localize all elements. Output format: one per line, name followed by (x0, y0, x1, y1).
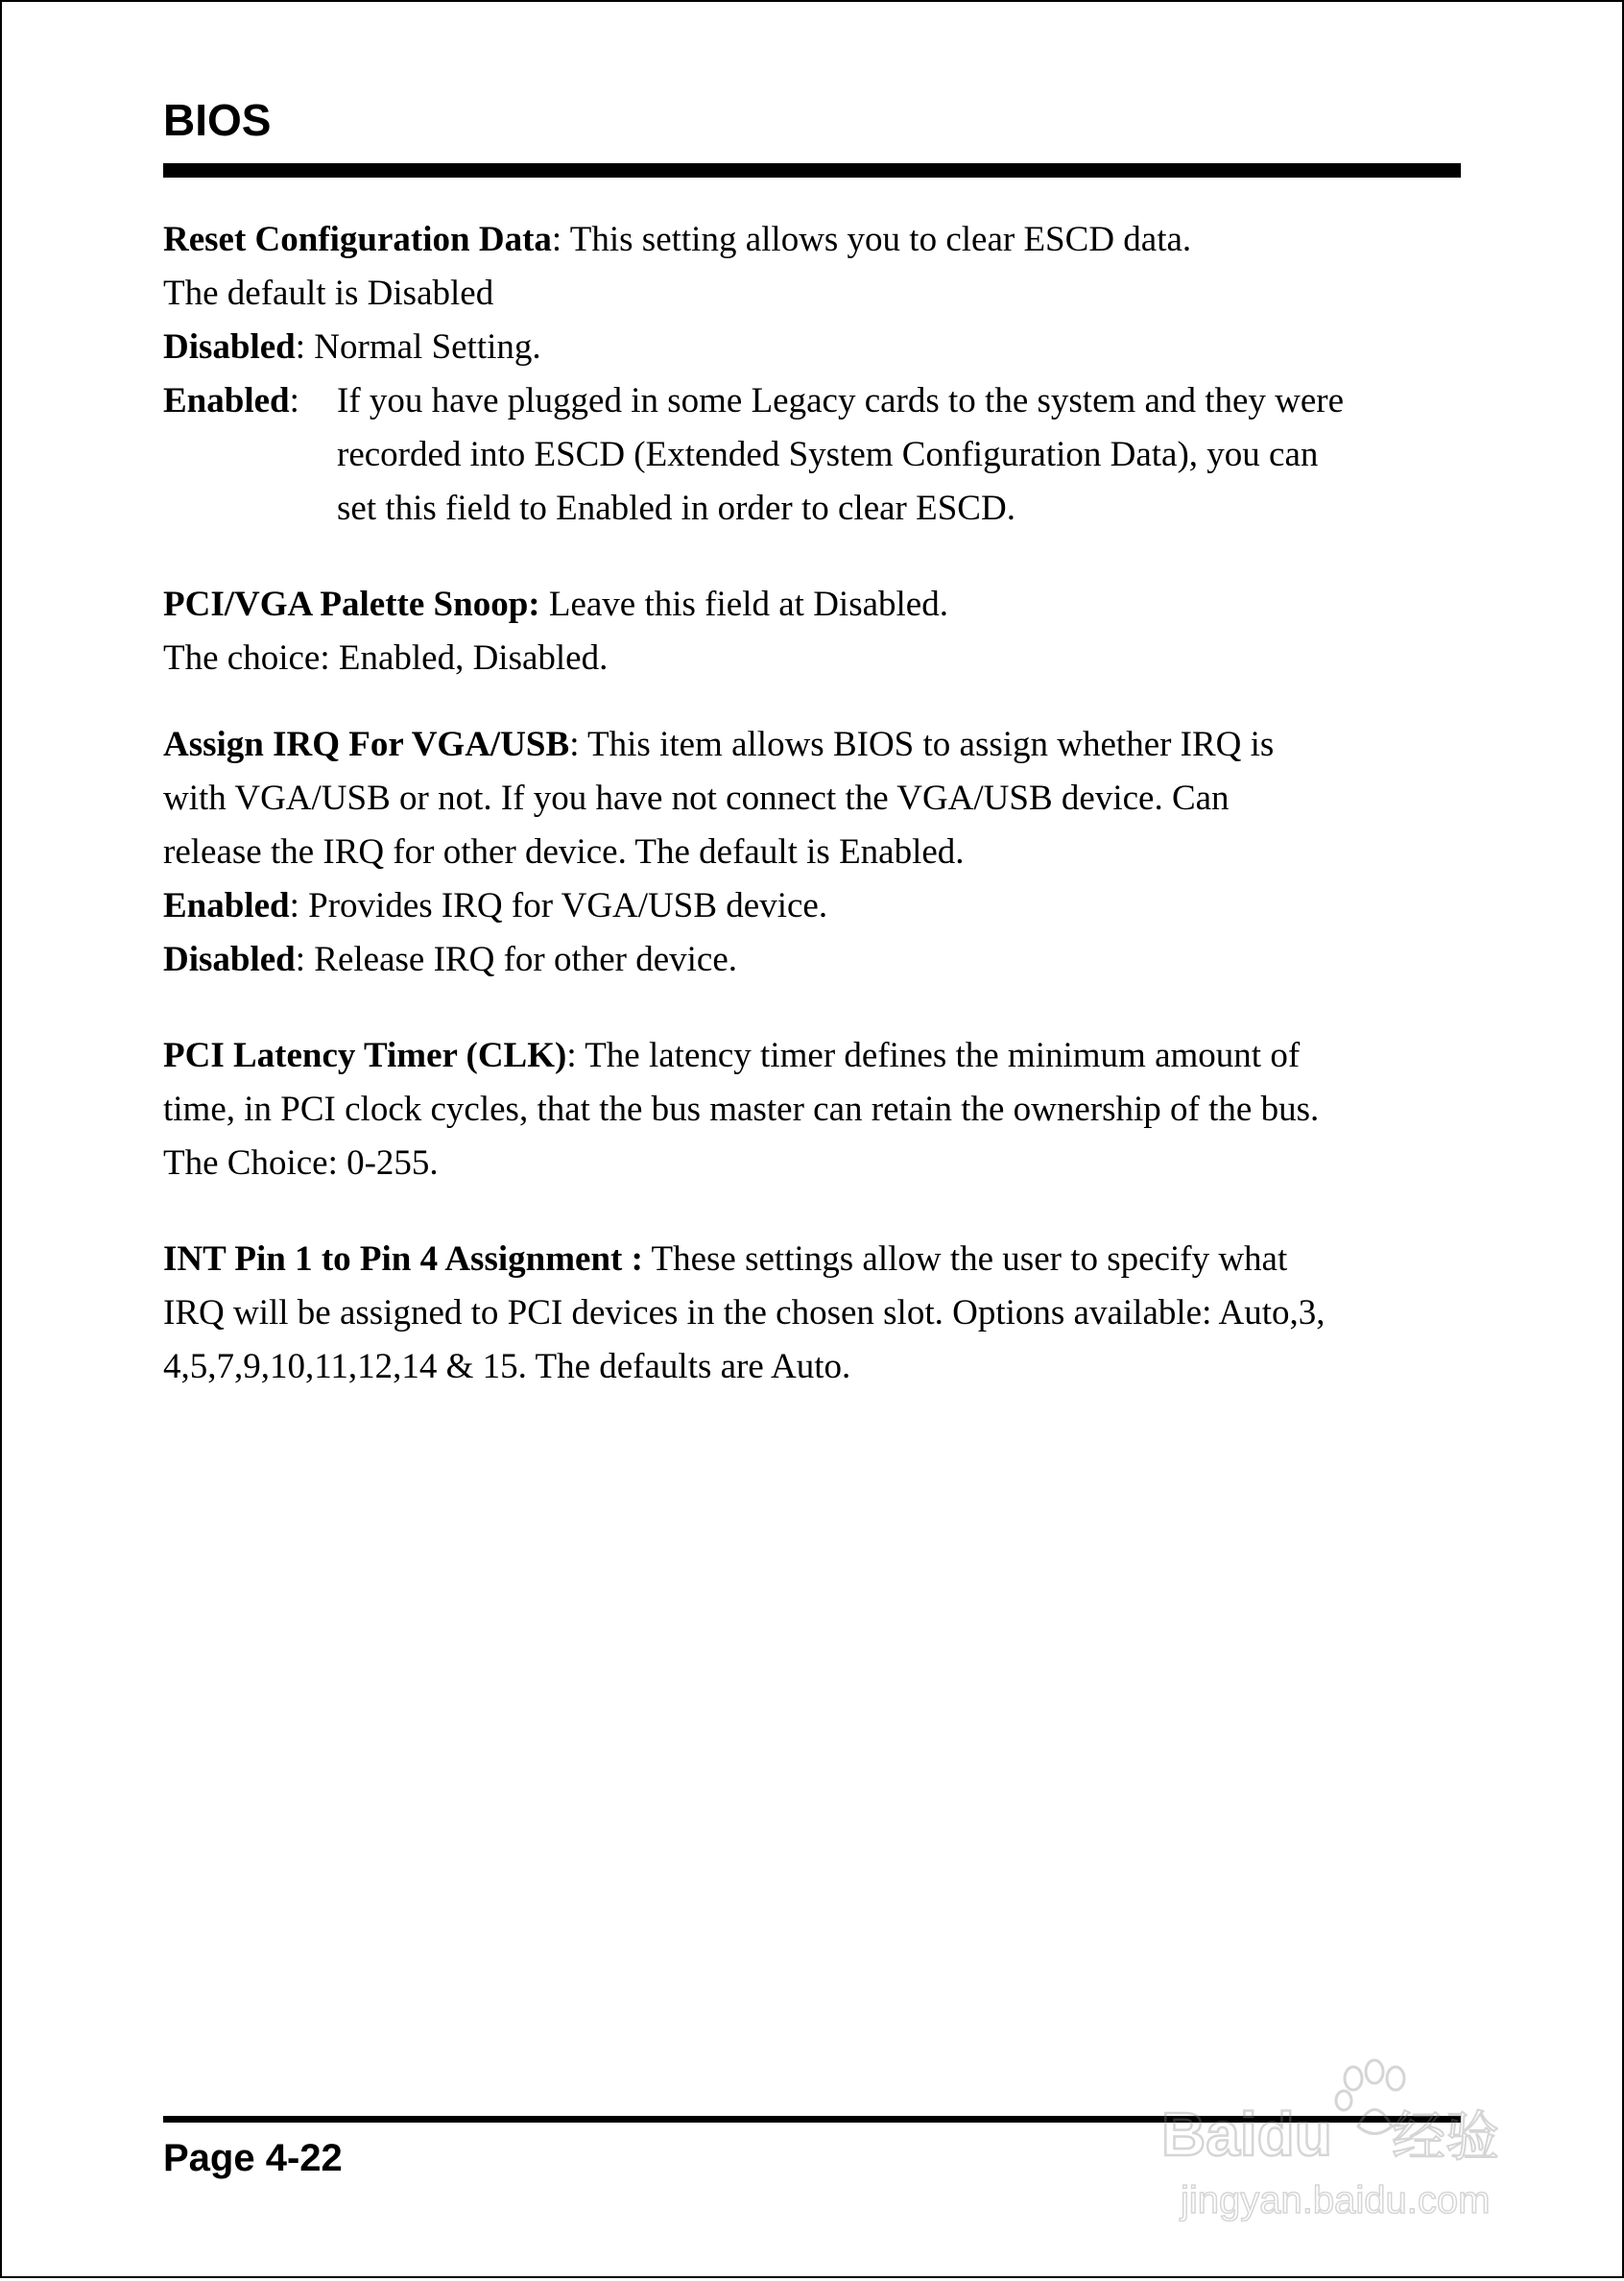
header-rule (163, 163, 1461, 178)
reset-option-enabled-line-2: recorded into ESCD (Extended System Configuration Data), you can (337, 435, 1319, 474)
latency-description-line-2: time, in PCI clock cycles, that the bus master can retain the ownership of the bus. (163, 1090, 1320, 1129)
term-pci-latency-timer: PCI Latency Timer (CLK) (163, 1036, 567, 1075)
term-assign-irq-for-vga-usb: Assign IRQ For VGA/USB (163, 725, 570, 764)
irq-option-disabled-desc: : Release IRQ for other device. (295, 940, 738, 979)
section-pci-vga-palette-snoop (163, 578, 1469, 685)
page-number: Page 4-22 (163, 2137, 343, 2179)
irq-description-line-3: release the IRQ for other device. The default is Enabled. (163, 832, 965, 872)
reset-option-disabled-term: Disabled (163, 327, 296, 367)
latency-description-line-1: : The latency timer defines the minimum amount of (566, 1036, 1301, 1075)
term-int-pin-assignment: INT Pin 1 to Pin 4 Assignment : (163, 1239, 643, 1279)
section-int-pin-assignment (163, 1233, 1469, 1394)
irq-option-enabled-desc: : Provides IRQ for VGA/USB device. (289, 886, 828, 925)
reset-option-enabled-line-3: set this field to Enabled in order to clear ESCD. (337, 489, 1015, 528)
irq-option-enabled-term: Enabled (163, 886, 290, 925)
irq-description-line-2: with VGA/USB or not. If you have not connect the VGA/USB device. Can (163, 779, 1230, 818)
watermark-url: jingyan.baidu.com (1181, 2179, 1491, 2221)
reset-default: The default is Disabled (163, 274, 494, 313)
term-pci-vga-palette-snoop: PCI/VGA Palette Snoop: (163, 585, 540, 624)
intpin-description-line-1: These settings allow the user to specify what (642, 1239, 1288, 1279)
section-assign-irq (163, 718, 1469, 987)
reset-description: : This setting allows you to clear ESCD data. (551, 220, 1192, 259)
reset-option-enabled-line-1: If you have plugged in some Legacy cards to the system and they were (337, 381, 1345, 420)
irq-option-disabled-term: Disabled (163, 940, 296, 979)
intpin-description-line-3: 4,5,7,9,10,11,12,14 & 15. The defaults are Auto. (163, 1347, 851, 1386)
baidu-jingyan-watermark (1152, 2035, 1536, 2227)
reset-option-enabled-term: Enabled (163, 381, 290, 420)
reset-option-enabled-colon: : (289, 381, 299, 420)
section-reset-configuration (163, 213, 1469, 536)
watermark-cn: 经验 (1392, 2106, 1499, 2169)
reset-option-disabled-desc: : Normal Setting. (295, 327, 541, 367)
watermark-brand: Baidu (1161, 2100, 1332, 2169)
palette-choice: The choice: Enabled, Disabled. (163, 638, 609, 678)
header-title: BIOS (163, 95, 272, 145)
palette-description: Leave this field at Disabled. (539, 585, 948, 624)
term-reset-configuration-data: Reset Configuration Data (163, 220, 552, 259)
section-pci-latency-timer (163, 1029, 1469, 1190)
document-body (163, 213, 1469, 1394)
latency-choice: The Choice: 0-255. (163, 1143, 439, 1183)
irq-description-line-1: : This item allows BIOS to assign whether IRQ is (569, 725, 1275, 764)
intpin-description-line-2: IRQ will be assigned to PCI devices in the chosen slot. Options available: Auto,3, (163, 1293, 1325, 1333)
